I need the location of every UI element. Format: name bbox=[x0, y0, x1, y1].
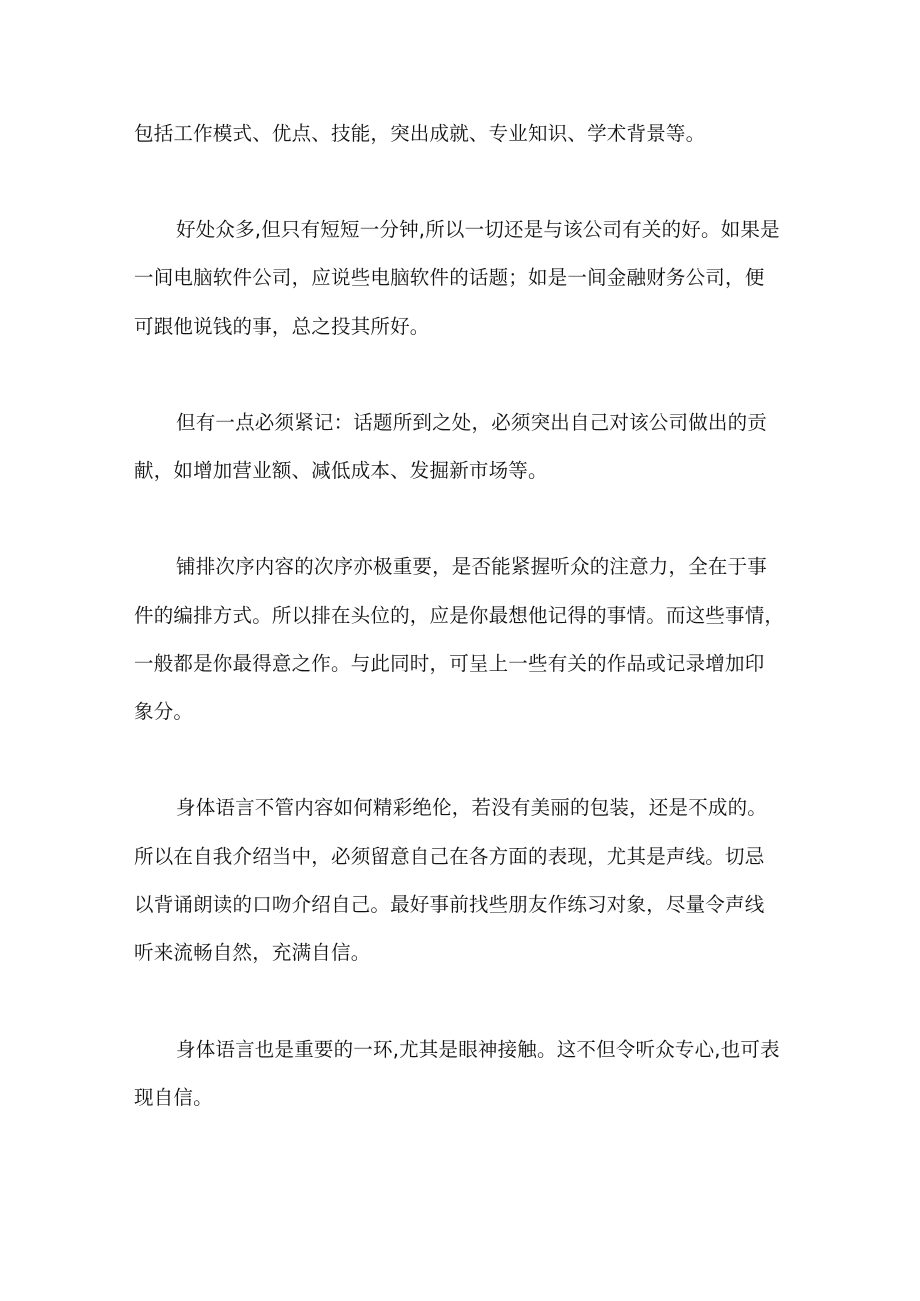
paragraph-6-line-2: 现自信。 bbox=[134, 1086, 213, 1109]
paragraph-2-line-3: 可跟他说钱的事，总之投其所好。 bbox=[134, 315, 430, 338]
paragraph-4-line-4: 象分。 bbox=[134, 700, 194, 723]
paragraph-3-line-2: 献，如增加营业额、减低成本、发掘新市场等。 bbox=[134, 459, 548, 482]
paragraph-4-line-2: 件的编排方式。所以排在头位的，应是你最想他记得的事情。而这些事情， bbox=[134, 604, 785, 627]
paragraph-5-line-4: 听来流畅自然，充满自信。 bbox=[134, 941, 371, 964]
paragraph-1-line-1: 包括工作模式、优点、技能，突出成就、专业知识、学术背景等。 bbox=[134, 122, 706, 145]
paragraph-5-line-3: 以背诵朗读的口吻介绍自己。最好事前找些朋友作练习对象，尽量令声线 bbox=[134, 893, 765, 916]
paragraph-6-line-1: 身体语言也是重要的一环,尤其是眼神接触。这不但令听众专心,也可表 bbox=[176, 1038, 780, 1061]
paragraph-4-line-3: 一般都是你最得意之作。与此同时，可呈上一些有关的作品或记录增加印 bbox=[134, 652, 765, 675]
paragraph-5-line-2: 所以在自我介绍当中，必须留意自己在各方面的表现，尤其是声线。切忌 bbox=[134, 845, 765, 868]
paragraph-3-line-1: 但有一点必须紧记：话题所到之处，必须突出自己对该公司做出的贡 bbox=[176, 411, 768, 434]
paragraph-4-line-1: 铺排次序内容的次序亦极重要，是否能紧握听众的注意力，全在于事 bbox=[176, 555, 768, 578]
paragraph-2-line-1: 好处众多,但只有短短一分钟,所以一切还是与该公司有关的好。如果是 bbox=[176, 218, 780, 241]
paragraph-2-line-2: 一间电脑软件公司，应说些电脑软件的话题；如是一间金融财务公司，便 bbox=[134, 266, 765, 289]
paragraph-5-line-1: 身体语言不管内容如何精彩绝伦，若没有美丽的包装，还是不成的。 bbox=[176, 796, 768, 819]
